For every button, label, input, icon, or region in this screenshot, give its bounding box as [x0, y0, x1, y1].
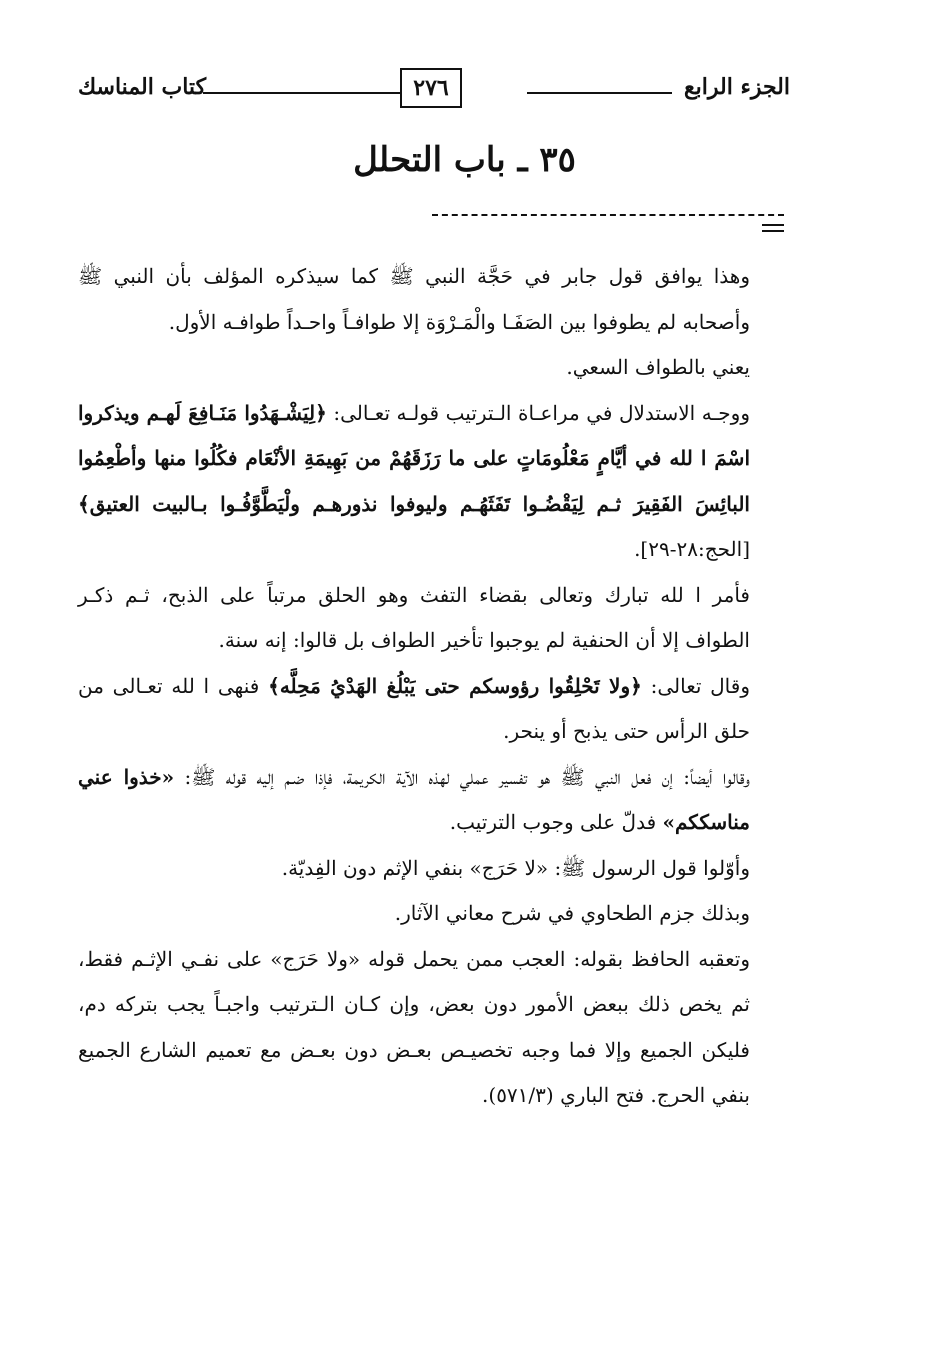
paragraph-text: وقال تعالى: — [641, 673, 750, 698]
header-rule-left — [203, 92, 401, 94]
book-label: كتاب المناسك — [78, 74, 207, 100]
double-rule-bottom — [762, 230, 784, 232]
paragraph-text: وقالوا أيضاً: إن فعل النبي ﷺ هو تفسير عملي لهذه الآية الكريمة، فإذا ضـم إليه قوله ﷺ: — [174, 764, 750, 789]
dashed-rule — [432, 214, 784, 216]
paragraph — [78, 345, 750, 391]
paragraph — [78, 755, 750, 846]
double-rule-top — [762, 224, 784, 226]
header-rule-right — [527, 92, 672, 94]
paragraph — [78, 573, 750, 664]
volume-label: الجزء الرابع — [683, 74, 790, 100]
paragraph — [78, 891, 750, 937]
paragraph-text: وبذلك جزم الطحاوي في شرح معاني الآثار. — [394, 901, 750, 925]
body-text — [78, 254, 750, 1119]
paragraph-text: وتعقبه الحافظ بقوله: العجب ممن يحمل قوله «ولا حَرَج» على نفـي الإثـم فقط، ثم يخص ذلك ببعض الأمور دون بعض، وإن كـان الـترتيب واجبـاً يجب بتركه دم، فليكن الجميع وإلا فما وجبه تخصيـص بعـض دون بعـض مع تعميم الشارع الجميع بنفي الحرج. فتح الباري (٥٧١/٣). — [78, 946, 750, 1107]
paragraph — [78, 254, 750, 345]
section-separator — [432, 210, 784, 240]
paragraph-text: [الحج:٢٨-٢٩]. — [634, 537, 750, 561]
chapter-title: ٣٥ ـ باب التحلل — [353, 140, 576, 180]
paragraph-text: وهذا يوافق قول جابر في حَجَّة النبي ﷺ كما سيذكره المؤلف بأن النبي ﷺ وأصحابه لم يطوفوا بين الصَفَـا والْمَـرْوَة إلا طوافـاً واحـداً طوافـه الأول. — [78, 264, 750, 334]
paragraph-text: فنهى ا لله تعـالى من حلق الرأس حتى يذبح أو ينحر. — [78, 673, 750, 743]
paragraph — [78, 937, 750, 1119]
paragraph-text: فأمر ا لله تبارك وتعالى بقضاء التفث وهو الحلق مرتباً على الذبح، ثـم ذكـر الطواف إلا أن الحنفية لم يوجبوا تأخير الطواف بل قالوا: إنه سنة. — [78, 582, 750, 652]
paragraph-text: فدلّ على وجوب الترتيب. — [449, 810, 663, 834]
paragraph — [78, 846, 750, 892]
paragraph-text: وأوّلوا قول الرسول ﷺ: «لا حَرَج» بنفي الإثم دون الفِديّة. — [281, 855, 750, 880]
quoted-verse: ﴿ولا تَحْلِقُوا رؤوسكم حتى يَبْلُغ الهَدْيُ مَحِلَّه﴾ — [268, 673, 642, 698]
quoted-verse: «خذوا عني مناسككم» — [78, 764, 750, 834]
paragraph — [78, 391, 750, 573]
paragraph-text: ووجـه الاستدلال في مراعـاة الـترتيب قولـه تعـالى: — [326, 400, 750, 425]
paragraph — [78, 664, 750, 755]
running-header — [78, 68, 790, 112]
quoted-verse: ﴿لِيَشْـهَدُوا مَنَـافِعَ لَهـم ويذكروا اسْمَ ا لله في أيَّامٍ مَعْلُومَاتٍ على ما رَزَقَهُمْ من بَهِيمَةِ الأنْعَام فكُلُوا منها وأطْعِمُوا البائِسَ الفَقِيرَ ثـم لِيَقْضُـوا تَفَثَهُـم وليوفوا نذورهـم ولْيَطَّوَّفُـوا بـالبيت العتيق﴾ — [78, 400, 750, 516]
page-number: ٢٧٦ — [400, 68, 462, 108]
paragraph-text: يعني بالطواف السعي. — [566, 355, 750, 379]
